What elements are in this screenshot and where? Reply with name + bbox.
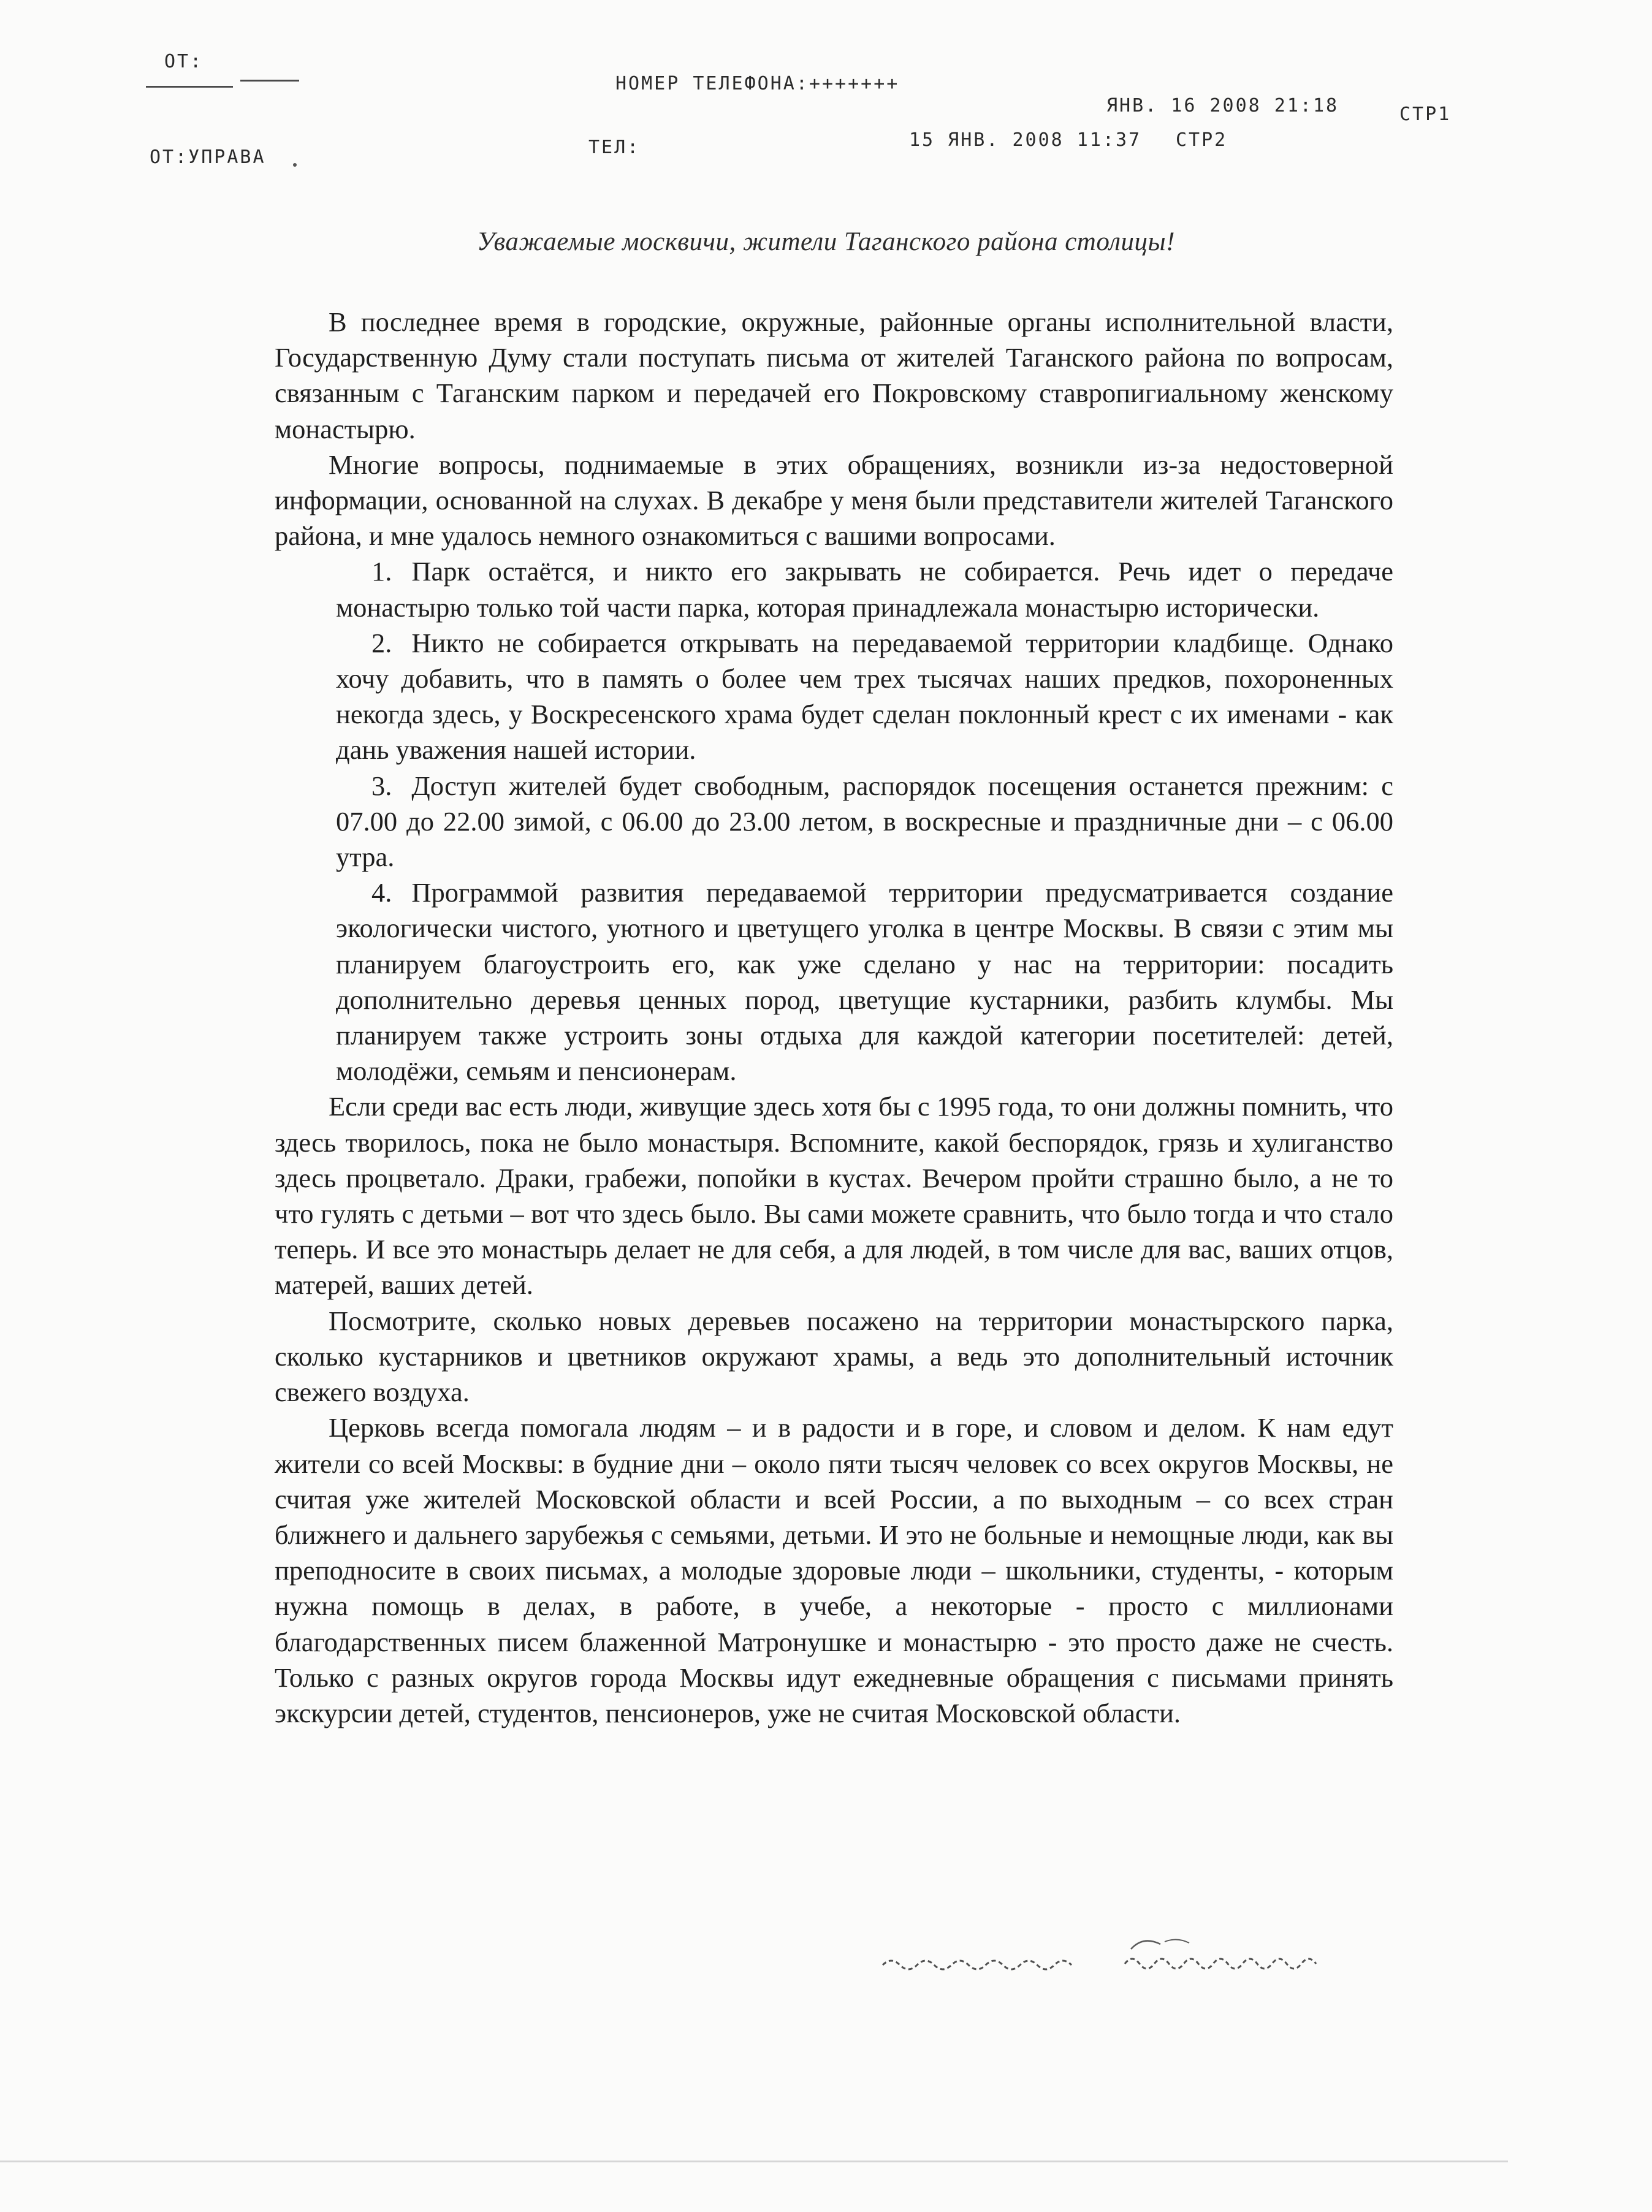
point-number: 4. <box>371 877 392 908</box>
point-item <box>336 625 1393 768</box>
point-item <box>336 875 1393 1089</box>
points-list <box>275 553 1393 1089</box>
fax-from-top-line-1 <box>146 86 233 88</box>
paragraph-past: Если среди вас есть люди, живущие здесь хотя бы с 1995 года, то они должны помнить, что здесь творилось, пока не было монастыря. Вспомните, какой беспорядок, грязь и хулиганство здесь процветало. Драки, грабежи, попойки в кустах. Вечером пройти страшно было, а не то что гулять с детьми – вот что здесь было. Вы сами можете сравнить, что было тогда и что стало теперь. И все это монастырь делает не для себя, а для людей, в том числе для вас, ваших отцов, матерей, ваших детей. <box>275 1091 1393 1301</box>
scan-edge-line <box>0 2161 1508 2162</box>
point-text: Программой развития передаваемой территории предусматривается создание экологически чистого, уютного и цветущего уголка в центре Москвы. В связи с этим мы планируем благоустроить его, как уже сделано у нас на территории: посадить дополнительно деревья ценных пород, цветущие кустарники, разбить клумбы. Мы планируем также устроить зоны отдыха для каждой категории посетителей: детей, молодёжи, семьям и пенсионерам. <box>336 877 1393 1087</box>
paragraph-church: Церковь всегда помогала людям – и в радости и в горе, и словом и делом. К нам едут жители со всей Москвы: в будние дни – около пяти тысяч человек со всех округов Москвы, не считая уже жителей Московской области и всей России, а по выходным – со всех стран ближнего и дальнего зарубежья с семьями, детьми. И это не больные и немощные люди, как вы преподносите в своих письмах, а молодые здоровые люди – школьники, студенты, - которым нужна помощь в делах, в работе, в учебе, а некоторые - просто с миллионами благодарственных писем блаженной Матронушке и монастырю - это просто даже не счесть. Только с разных округов города Москвы идут ежедневные обращения с письмами принять экскурсии детей, студентов, пенсионеров, уже не считая Московской области. <box>275 1412 1393 1728</box>
point-item <box>336 768 1393 875</box>
point-text: Никто не собирается открывать на передаваемой территории кладбище. Однако хочу добавить, что в память о более чем трех тысячах наших предков, похороненных некогда здесь, у Воскресенского храма будет сделан поклонный крест с их именами - как дань уважения нашей истории. <box>336 627 1393 766</box>
signature-scribble <box>880 1931 1339 1980</box>
letter-body <box>275 304 1393 1731</box>
point-number: 1. <box>371 556 392 587</box>
letter-greeting: Уважаемые москвичи, жители Таганского района столицы! <box>477 227 1175 256</box>
paragraph-trees: Посмотрите, сколько новых деревьев посажено на территории монастырского парка, сколько кустарников и цветников окружают храмы, а ведь это дополнительный источник свежего воздуха. <box>275 1305 1393 1408</box>
fax-page-2: СТР2 <box>1176 129 1228 151</box>
fax-timestamp-1: ЯНВ. 16 2008 21:18 <box>1106 95 1339 116</box>
paragraph-intro: В последнее время в городские, окружные, районные органы исполнительной власти, Государственную Думу стали поступать письма от жителей Таганского района по вопросам, связанным с Таганским парком и передачей его Покровскому ставропигиальному женскому монастырю. <box>275 306 1393 444</box>
scan-speck <box>293 163 297 167</box>
point-text: Парк остаётся, и никто его закрывать не собирается. Речь идет о передаче монастырю только той части парка, которая принадлежала монастырю исторически. <box>336 556 1393 623</box>
fax-from-top: ОТ: <box>164 51 204 72</box>
point-number: 2. <box>371 627 392 658</box>
fax-timestamp-2: 15 ЯНВ. 2008 11:37 <box>909 129 1142 151</box>
point-text: Доступ жителей будет свободным, распорядок посещения останется прежним: с 07.00 до 22.00 зимой, с 06.00 до 23.00 летом, в воскресные и праздничные дни – с 06.00 утра. <box>336 770 1393 873</box>
point-number: 3. <box>371 770 392 801</box>
fax-from-top-line-2 <box>240 80 299 82</box>
fax-tel-label: ТЕЛ: <box>588 137 641 158</box>
fax-phone-label: НОМЕР ТЕЛЕФОНА:+++++++ <box>615 73 900 94</box>
point-item <box>336 553 1393 625</box>
fax-page-1: СТР1 <box>1399 104 1452 125</box>
fax-from-sender: ОТ:УПРАВА <box>150 146 266 168</box>
paragraph-context: Многие вопросы, поднимаемые в этих обращениях, возникли из-за недостоверной информации, основанной на слухах. В декабре у меня были представители жителей Таганского района, и мне удалось немного ознакомиться с вашими вопросами. <box>275 449 1393 552</box>
